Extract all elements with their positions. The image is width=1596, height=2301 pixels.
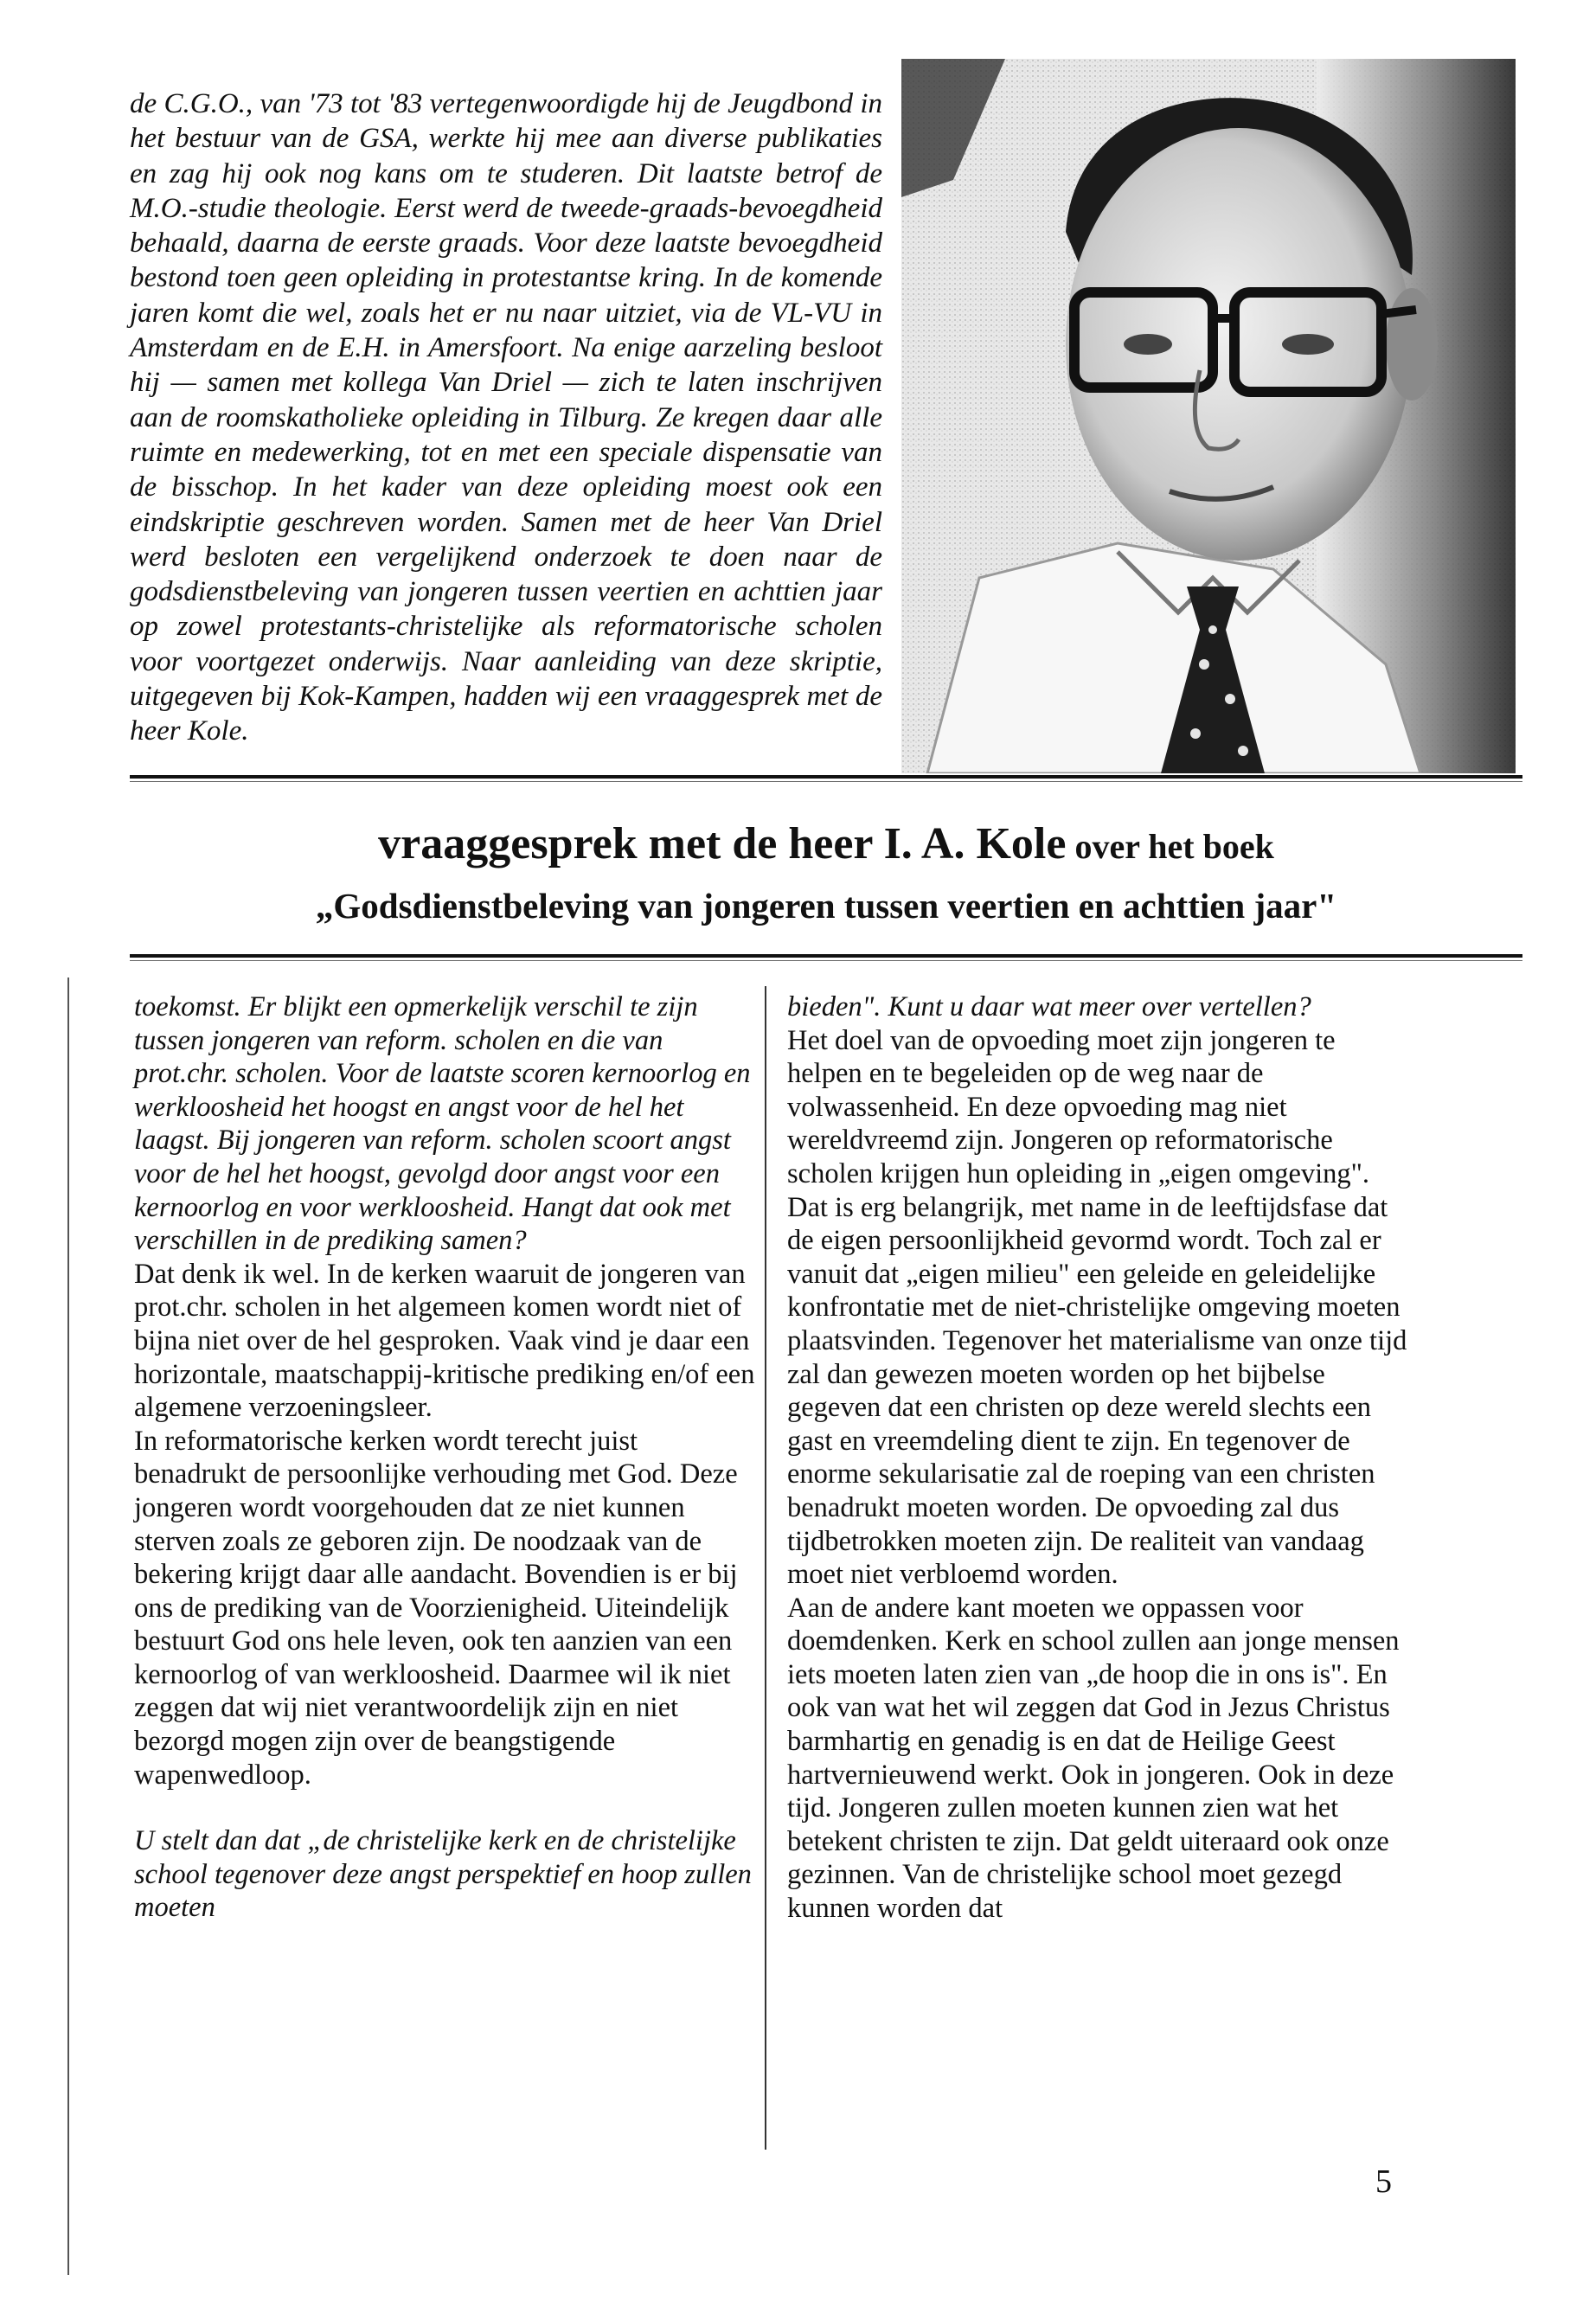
- page-number: 5: [1375, 2163, 1392, 2200]
- column-right: [787, 990, 1410, 1926]
- intro-paragraph: de C.G.O., van '73 tot '83 vertegenwoordigde hij de Jeugdbond in het bestuur van de GSA, werkte hij mee aan diverse publikaties en zag hij ook nog kans om te studeren. Dit laatste betrof de M.O.-studie theologie. Eerst werd de tweede-graads-bevoegdheid behaald, daarna de eerste graads. Voor deze laatste bevoegdheid bestond toen geen opleiding in protestantse kring. In de komende jaren komt die wel, zoals het er nu naar uitziet, via de VL-VU in Amsterdam en de E.H. in Amersfoort. Na enige aarzeling besloot hij — samen met kollega Van Driel — zich te laten inschrijven aan de roomskatholieke opleiding in Tilburg. Ze kregen daar alle ruimte en medewerking, tot en met een speciale dispensatie van de bisschop. In het kader van deze opleiding moest ook een eindskriptie geschreven worden. Samen met de heer Van Driel werd besloten een vergelijkend onderzoek te doen naar de godsdienstbeleving van jongeren tussen veertien en achttien jaar op zowel protestants-christelijke als reformatorische scholen voor voortgezet onderwijs. Naar aanleiding van deze skriptie, uitgegeven bij Kok-Kampen, hadden wij een vraaggesprek met de heer Kole.: [130, 88, 882, 747]
- question-2-continued: bieden". Kunt u daar wat meer over vertellen?: [787, 991, 1311, 1022]
- header-rule-bottom-thin: [130, 960, 1522, 961]
- header-rule-top-thin: [130, 781, 1522, 782]
- header-rule-top: [130, 775, 1522, 779]
- column-divider: [765, 986, 766, 2150]
- column-left: [134, 990, 757, 1925]
- page-edge-rule: [67, 977, 69, 2275]
- article-title-main: vraaggesprek met de heer I. A. Kole: [378, 819, 1067, 868]
- question-1: toekomst. Er blijkt een opmerkelijk verschil te zijn tussen jongeren van reform. scholen en die van prot.chr. scholen. Voor de laatste scoren kernoorlog en werkloosheid het hoogst en angst voor de hel het laagst. Bij jongeren van reform. scholen scoort angst voor de hel het hoogst, gevolgd door angst voor een kernoorlog en voor werkloosheid. Hangt dat ook met verschillen in de prediking samen?: [134, 991, 751, 1257]
- answer-4: Aan de andere kant moeten we oppassen voor doemdenken. Kerk en school zullen aan jonge mensen iets moeten laten zien van „de hoop die in ons is". En ook van wat het wil zeggen dat God in Jezus Christus barmhartig en genadig is en dat de Heilige Geest hartvernieuwend werkt. Ook in jongeren. Ook in deze tijd. Jongeren zullen moeten kunnen zien wat het betekent christen te zijn. Dat geldt uiteraard ook onze gezinnen. Van de christelijke school moet gezegd kunnen worden dat: [787, 1592, 1400, 1925]
- article-title-tail: over het boek: [1066, 827, 1274, 866]
- answer-2: In reformatorische kerken wordt terecht juist benadrukt de persoonlijke verhouding met God. Deze jongeren wordt voorgehouden dat ze niet kunnen sterven zoals ze geboren zijn. De noodzaak van de bekering krijgt daar alle aandacht. Bovendien is er bij ons de prediking van de Voorzienigheid. Uiteindelijk bestuurt God ons hele leven, ook ten aanzien van een kernoorlog of van werkloosheid. Daarmee wil ik niet zeggen dat wij niet verantwoordelijk zijn en niet bezorgd mogen zijn over de beangstigende wapenwedloop.: [134, 1425, 738, 1791]
- portrait-photo: [901, 59, 1516, 773]
- article-title: [130, 818, 1522, 873]
- answer-1: Dat denk ik wel. In de kerken waaruit de jongeren van prot.chr. scholen in het algemeen komen wordt niet of bijna niet over de hel gesproken. Vaak vind je daar een horizontale, maatschappij-kritische prediking en/of een algemene verzoeningsleer.: [134, 1258, 755, 1424]
- question-2: U stelt dan dat „de christelijke kerk en de christelijke school tegenover deze angst perspektief en hoop zullen moeten: [134, 1825, 752, 1924]
- article-subtitle: „Godsdienstbeleving van jongeren tussen veertien en achttien jaar": [315, 886, 1337, 926]
- header-rule-bottom: [130, 954, 1522, 958]
- answer-3: Het doel van de opvoeding moet zijn jongeren te helpen en te begeleiden op de weg naar de volwassenheid. En deze opvoeding mag niet wereldvreemd zijn. Jongeren op reformatorische scholen krijgen hun opleiding in „eigen omgeving". Dat is erg belangrijk, met name in de leeftijdsfase dat de eigen persoonlijkheid gevormd wordt. Toch zal er vanuit dat „eigen milieu" een geleide en geleidelijke konfrontatie met de niet-christelijke omgeving moeten plaatsvinden. Tegenover het materialisme van onze tijd zal dan gewezen moeten worden op het bijbelse gegeven dat een christen op deze wereld slechts een gast en vreemdeling dient te zijn. En tegenover de enorme sekularisatie zal de roeping van een christen benadrukt moeten worden. De opvoeding zal dus tijdbetrokken moeten zijn. De realiteit van vandaag moet niet verbloemd worden.: [787, 1024, 1407, 1591]
